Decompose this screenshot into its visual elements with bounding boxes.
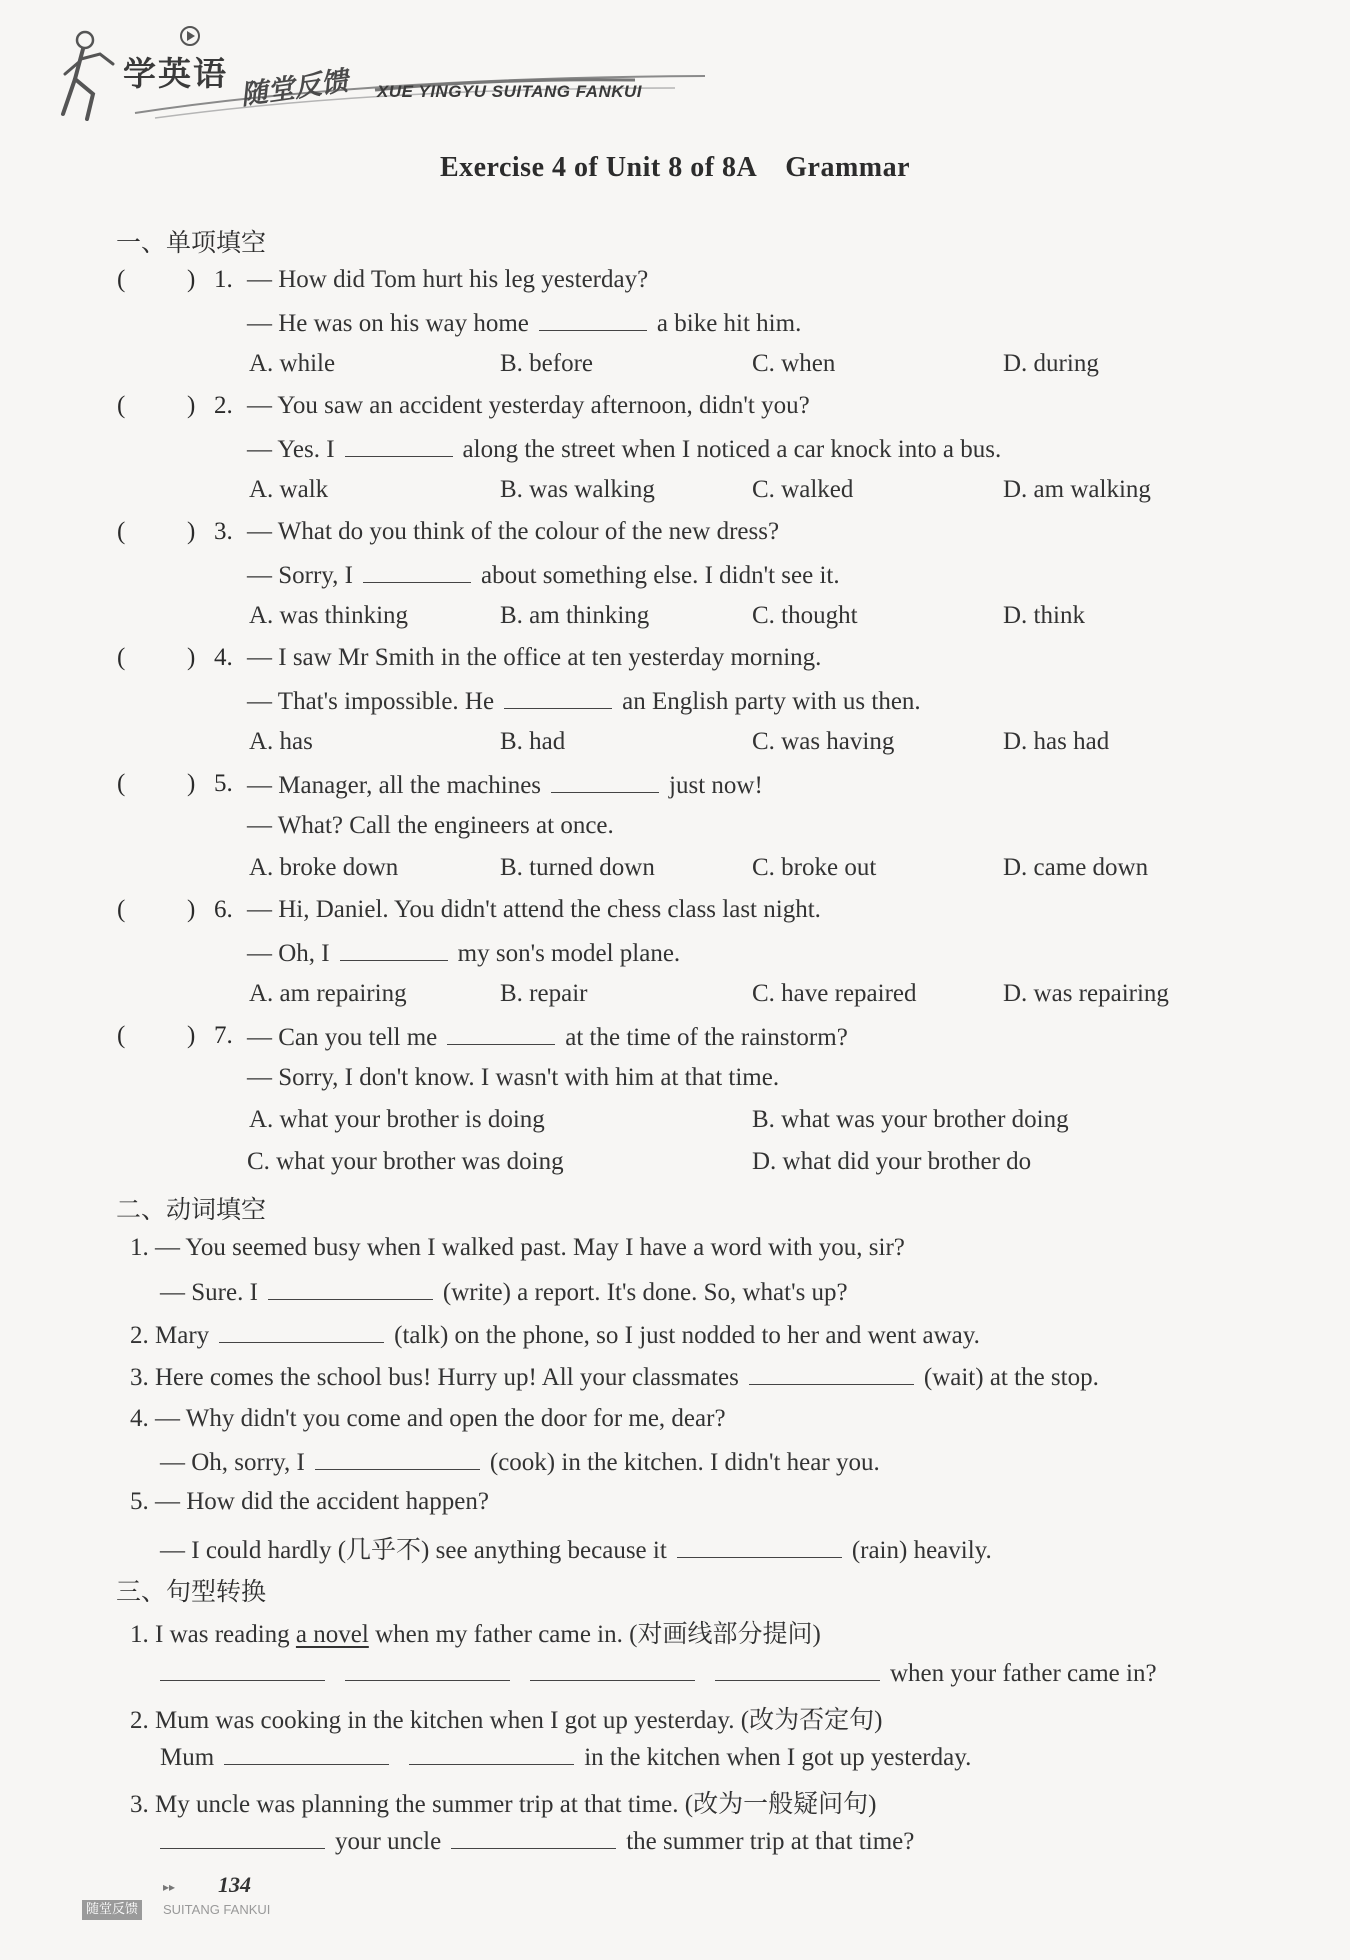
answer-blank[interactable] [160,1658,325,1681]
answer-blank[interactable] [219,1320,384,1343]
exercise-line: 3. My uncle was planning the summer trip at that time. (改为一般疑问句) [130,1791,877,1818]
exercise-line: 2. Mary (talk) on the phone, so I just nodded to her and went away. [130,1322,980,1349]
question-text: — Oh, I my son's model plane. [247,940,681,967]
answer-blank[interactable] [345,434,453,457]
option-c: C. have repaired [752,980,917,1007]
exercise-line: Mum in the kitchen when I got up yesterday. [160,1744,972,1771]
question-number: 4. [214,644,233,671]
answer-paren[interactable]: ( ) [117,266,196,293]
answer-paren[interactable]: ( ) [117,518,196,545]
option-a: A. was thinking [249,602,409,629]
page-title [0,152,1350,184]
answer-blank[interactable] [160,1826,325,1849]
answer-blank[interactable] [345,1658,510,1681]
answer-blank[interactable] [224,1742,389,1765]
exercise-line: 2. Mum was cooking in the kitchen when I got up yesterday. (改为否定句) [130,1707,883,1734]
option-d: D. think [1003,602,1085,629]
option-a: A. broke down [249,854,399,881]
exercise-line: when your father came in? [160,1658,1157,1688]
option-c: C. what your brother was doing [247,1148,564,1175]
header-cn-subtitle: 随堂反馈 [238,65,351,112]
answer-blank[interactable] [363,560,471,583]
question-number: 1. [214,266,233,293]
option-d: D. was repairing [1003,980,1169,1007]
header-en-title: XUE YINGYU SUITANG FANKUI [377,82,643,101]
question-text: — What? Call the engineers at once. [247,812,614,839]
question-text: — Yes. I along the street when I noticed a car knock into a bus. [247,436,1002,463]
option-d: D. came down [1003,854,1149,881]
answer-blank[interactable] [504,686,612,709]
option-c: C. when [752,350,836,377]
page-header [55,18,675,128]
option-b: B. am thinking [500,602,650,629]
option-d: D. during [1003,350,1099,377]
answer-paren[interactable]: ( ) [117,896,196,923]
question-text: — That's impossible. He an English party with us then. [247,688,921,715]
exercise-line: — Sure. I (write) a report. It's done. So, what's up? [160,1279,848,1306]
exercise-line: — I could hardly (几乎不) see anything because it (rain) heavily. [160,1537,992,1564]
question-number: 7. [214,1022,233,1049]
answer-paren[interactable]: ( ) [117,1022,196,1049]
answer-paren[interactable]: ( ) [117,392,196,419]
option-c: C. broke out [752,854,877,881]
option-b: B. turned down [500,854,655,881]
exercise-line: — Oh, sorry, I (cook) in the kitchen. I didn't hear you. [160,1449,880,1476]
answer-blank[interactable] [530,1658,695,1681]
question-text: — Hi, Daniel. You didn't attend the chess class last night. [247,896,821,923]
footer-tag-en: SUITANG FANKUI [163,1902,271,1917]
answer-blank[interactable] [451,1826,616,1849]
answer-blank[interactable] [715,1658,880,1681]
question-text: — I saw Mr Smith in the office at ten yesterday morning. [247,644,822,671]
option-d: D. has had [1003,728,1110,755]
question-text: — Sorry, I about something else. I didn't see it. [247,562,840,589]
question-number: 3. [214,518,233,545]
question-text: — Manager, all the machines just now! [247,772,763,799]
option-d: D. am walking [1003,476,1151,503]
question-text: — What do you think of the colour of the new dress? [247,518,780,545]
answer-paren[interactable]: ( ) [117,644,196,671]
option-b: B. before [500,350,594,377]
section-3-heading: 三、句型转换 [116,1577,267,1606]
option-a: A. am repairing [249,980,407,1007]
page-number: 134 [218,1872,251,1897]
option-a: A. while [249,350,336,377]
header-cn-title: 学英语 [123,54,228,93]
option-d: D. what did your brother do [752,1148,1032,1175]
underlined-phrase: a novel [295,1621,369,1648]
question-text: — Can you tell me at the time of the rainstorm? [247,1024,848,1051]
exercise-line: 3. Here comes the school bus! Hurry up! All your classmates (wait) at the stop. [130,1364,1099,1391]
answer-blank[interactable] [551,770,659,793]
option-b: B. what was your brother doing [752,1106,1069,1133]
question-text: — Sorry, I don't know. I wasn't with him at that time. [247,1064,780,1091]
section-2-heading: 二、动词填空 [116,1195,267,1224]
option-a: A. walk [249,476,329,503]
question-number: 5. [214,770,233,797]
section-1-heading: 一、单项填空 [116,228,267,257]
title-left: Exercise 4 of Unit 8 of 8A [439,152,758,183]
question-text: — How did Tom hurt his leg yesterday? [247,266,649,293]
runner-icon [55,24,125,124]
answer-blank[interactable] [268,1277,433,1300]
answer-blank[interactable] [409,1742,574,1765]
answer-blank[interactable] [447,1022,555,1045]
exercise-line: 5. — How did the accident happen? [130,1488,489,1515]
answer-blank[interactable] [340,938,448,961]
option-a: A. what your brother is doing [249,1106,545,1133]
option-c: C. thought [752,602,858,629]
exercise-line: your uncle the summer trip at that time? [160,1826,914,1856]
answer-blank[interactable] [677,1535,842,1558]
question-number: 6. [214,896,233,923]
question-number: 2. [214,392,233,419]
title-right: Grammar [785,152,911,183]
option-b: B. had [500,728,566,755]
exercise-line: 1. I was reading a novel when my father came in. (对画线部分提问) [130,1621,821,1648]
exercise-line: 1. — You seemed busy when I walked past. May I have a word with you, sir? [130,1234,905,1261]
answer-blank[interactable] [539,308,647,331]
option-b: B. was walking [500,476,655,503]
answer-blank[interactable] [749,1362,914,1385]
option-c: C. was having [752,728,895,755]
exercise-line: 4. — Why didn't you come and open the door for me, dear? [130,1405,726,1432]
answer-blank[interactable] [315,1447,480,1470]
footer-tag: 随堂反馈 [82,1900,142,1920]
answer-paren[interactable]: ( ) [117,770,196,797]
footer-arrow-icon: ▸▸ [163,1880,176,1894]
option-a: A. has [249,728,313,755]
question-text: — You saw an accident yesterday afternoon, didn't you? [247,392,810,419]
option-c: C. walked [752,476,854,503]
question-text: — He was on his way home a bike hit him. [247,310,802,337]
option-b: B. repair [500,980,588,1007]
